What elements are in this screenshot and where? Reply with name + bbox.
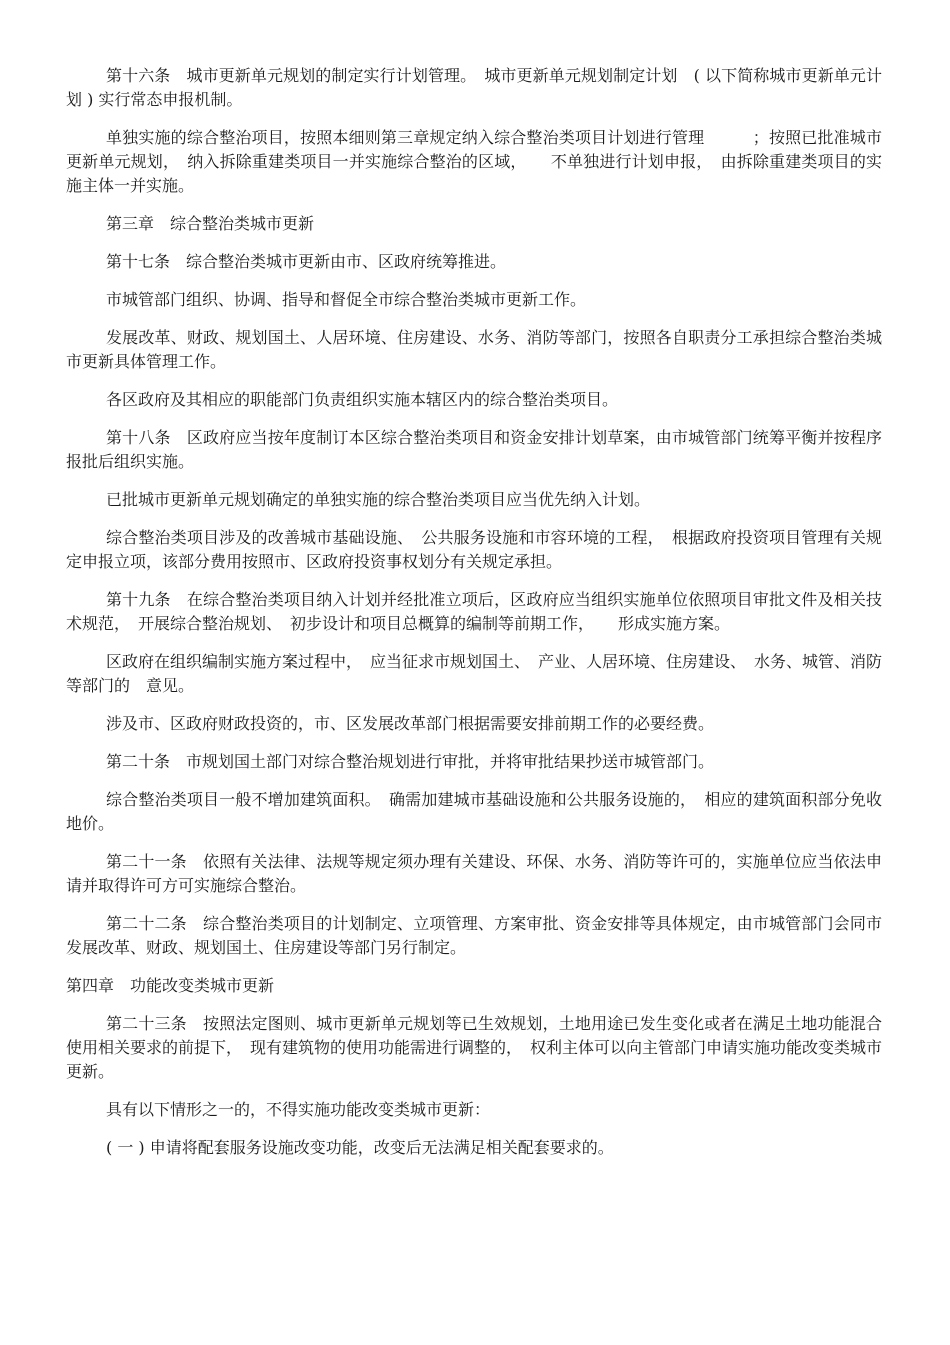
exclusion-item-1: ( 一 ) 申请将配套服务设施改变功能，改变后无法满足相关配套要求的。 [106,1138,614,1157]
paragraph-building-area: 综合整治类项目一般不增加建筑面积。 确需加建城市基础设施和公共服务设施的， 相应的建筑面积部分免收地价。 [66,790,882,833]
article-17: 第十七条 综合整治类城市更新由市、区政府统筹推进。 [106,252,507,271]
paragraph-district-governments: 各区政府及其相应的职能部门负责组织实施本辖区内的综合整治类项目。 [106,390,619,409]
paragraph-single-implementation: 单独实施的综合整治项目，按照本细则第三章规定纳入综合整治类项目计划进行管理 ；按照已批准城市更新单元规划， 纳入拆除重建类项目一并实施综合整治的区域， 不单独进行计划申报， 由拆除重建类项目的实施主体一并实施。 [66,128,882,195]
paragraph-infrastructure-projects: 综合整治类项目涉及的改善城市基础设施、 公共服务设施和市容环境的工程， 根据政府投资项目管理有关规定申报立项，该部分费用按照市、区政府投资事权划分有关规定承担。 [66,528,882,571]
paragraph-consult-departments: 区政府在组织编制实施方案过程中， 应当征求市规划国土、 产业、人居环境、住房建设、 水务、城管、消防等部门的 意见。 [66,652,883,695]
paragraph-exclusions-intro: 具有以下情形之一的，不得实施功能改变类城市更新： [106,1100,491,1119]
paragraph-departments: 发展改革、财政、规划国土、人居环境、住房建设、水务、消防等部门，按照各自职责分工承担综合整治类城市更新具体管理工作。 [66,328,882,371]
document-page [66,64,882,1174]
article-21: 第二十一条 依照有关法律、法规等规定须办理有关建设、环保、水务、消防等许可的，实施单位应当依法申请并取得许可方可实施综合整治。 [66,852,882,895]
chapter-4-heading: 第四章 功能改变类城市更新 [66,976,275,995]
paragraph-priority-inclusion: 已批城市更新单元规划确定的单独实施的综合整治类项目应当优先纳入计划。 [106,490,651,509]
article-22: 第二十二条 综合整治类项目的计划制定、立项管理、方案审批、资金安排等具体规定，由市城管部门会同市发展改革、财政、规划国土、住房建设等部门另行制定。 [66,914,882,957]
article-20: 第二十条 市规划国土部门对综合整治规划进行审批，并将审批结果抄送市城管部门。 [106,752,715,771]
paragraph-fiscal-investment: 涉及市、区政府财政投资的，市、区发展改革部门根据需要安排前期工作的必要经费。 [106,714,715,733]
article-19: 第十九条 在综合整治类项目纳入计划并经批准立项后，区政府应当组织实施单位依照项目审批文件及相关技术规范， 开展综合整治规划、 初步设计和项目总概算的编制等前期工作， 形成实施方案。 [66,590,882,633]
article-18: 第十八条 区政府应当按年度制订本区综合整治类项目和资金安排计划草案，由市城管部门统筹平衡并按程序报批后组织实施。 [66,428,882,471]
article-23: 第二十三条 按照法定图则、城市更新单元规划等已生效规划，土地用途已发生变化或者在满足土地功能混合使用相关要求的前提下， 现有建筑物的使用功能需进行调整的， 权利主体可以向主管部门申请实施功能改变类城市更新。 [66,1014,883,1081]
paragraph-city-management: 市城管部门组织、协调、指导和督促全市综合整治类城市更新工作。 [106,290,587,309]
article-16: 第十六条 城市更新单元规划的制定实行计划管理。 城市更新单元规划制定计划 ( 以下简称城市更新单元计划 ) 实行常态申报机制。 [66,66,882,109]
chapter-3-heading: 第三章 综合整治类城市更新 [106,214,315,233]
